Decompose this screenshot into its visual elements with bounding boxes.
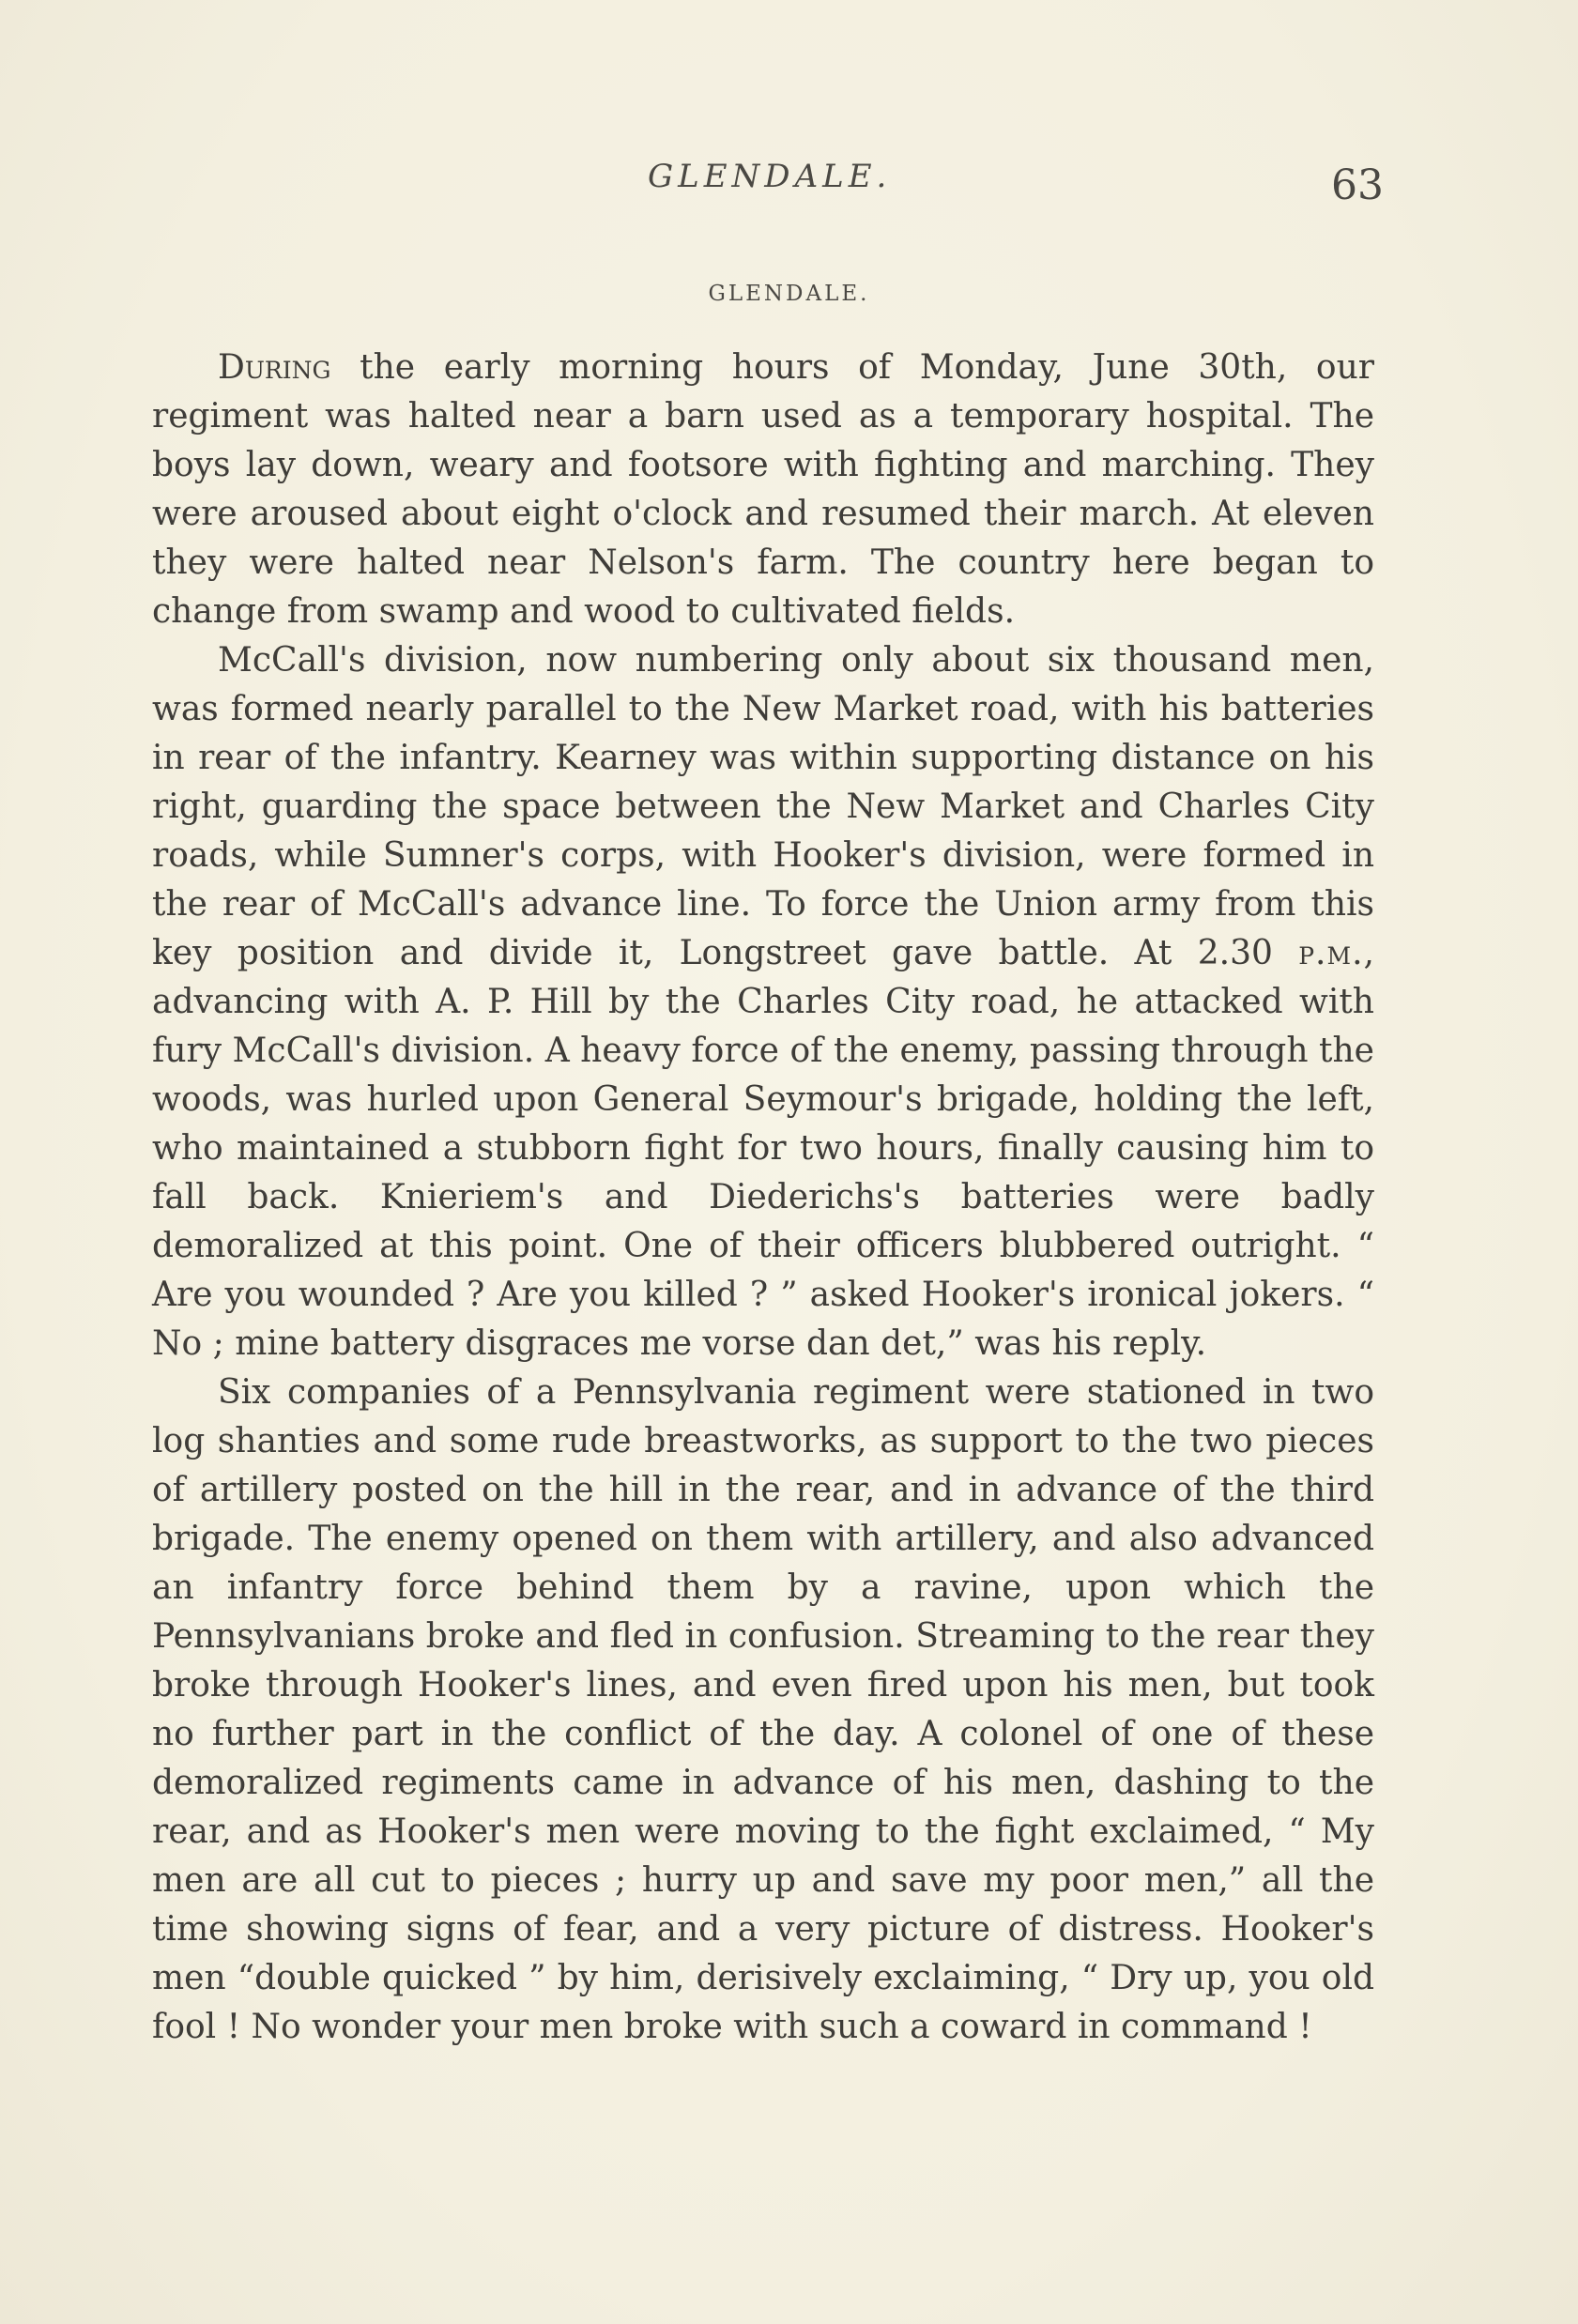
paragraph-2-text-b: , advancing with A. P. Hill by the Charles City road, he attacked with fury McCall's division. A heavy force of the enemy, passing through the woods, was hurled upon General Seymour's brigade, holding the left, who maintained a stubborn fight for two hours, finally causing him to fall back. Knieriem's and Diederichs's batteries were badly demoralized at this point. One of their officers blubbered outright. “ Are you wounded ? Are you killed ? ” asked Hooker's ironical jokers. “ No ; mine battery disgraces me vorse dan det,” was his reply. bbox=[152, 934, 1374, 1363]
paragraph-1 bbox=[152, 344, 1374, 636]
body-text bbox=[152, 344, 1374, 2052]
paragraph-3-text: Six companies of a Pennsylvania regiment were stationed in two log shanties and some rude breastworks, as support to the two pieces of artillery posted on the hill in the rear, and in advance of the third brigade. The enemy opened on them with artillery, and also advanced an infantry force behind them by a ravine, upon which the Pennsylvanians broke and fled in confusion. Streaming to the rear they broke through Hooker's lines, and even fired upon his men, but took no further part in the conflict of the day. A colonel of one of these demoralized regiments came in advance of his men, dashing to the rear, and as Hooker's men were moving to the fight exclaimed, “ My men are all cut to pieces ; hurry up and save my poor men,” all the time showing signs of fear, and a very picture of distress. Hooker's men “double quicked ” by him, derisively exclaiming, “ Dry up, you old fool ! No wonder your men broke with such a coward in command ! bbox=[152, 1373, 1374, 2046]
paragraph-3 bbox=[152, 1368, 1374, 2052]
paragraph-1-text: the early morning hours of Monday, June 30th, our regiment was halted near a barn used as a temporary hospital. The boys lay down, weary and footsore with fighting and marching. They were aroused about eight o'clock and resumed their march. At eleven they were halted near Nelson's farm. The country here began to change from swamp and wood to cultivated fields. bbox=[152, 348, 1374, 631]
paragraph-lead-word: During bbox=[218, 348, 331, 387]
time-abbreviation: p.m. bbox=[1298, 934, 1364, 972]
paragraph-2 bbox=[152, 636, 1374, 1368]
page-number: 63 bbox=[1331, 161, 1384, 209]
running-head: GLENDALE. bbox=[648, 158, 892, 195]
chapter-title: GLENDALE. bbox=[708, 282, 870, 306]
paragraph-2-text-a: McCall's division, now numbering only about six thousand men, was formed nearly parallel to the New Market road, with his batteries in rear of the infantry. Kearney was within supporting distance on his right, guarding the space between the New Market and Charles City roads, while Sumner's corps, with Hooker's division, were formed in the rear of McCall's advance line. To force the Union army from this key position and divide it, Longstreet gave battle. At 2.30 bbox=[152, 641, 1374, 972]
